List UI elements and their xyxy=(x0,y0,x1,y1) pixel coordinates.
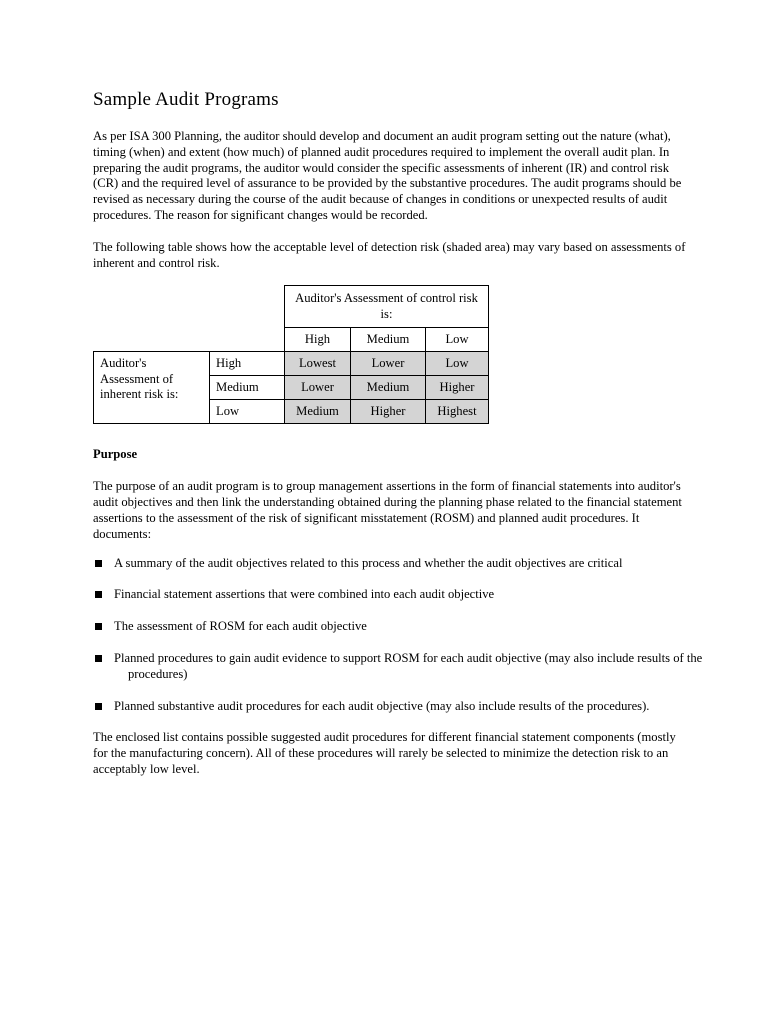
list-item-text: Planned procedures to gain audit evidence to support ROSM for each audit objective (may also include results of the procedures) xyxy=(114,650,703,681)
list-item-text: A summary of the audit objectives related to this process and whether the audit objectives are critical xyxy=(114,555,623,570)
inherent-level-high: High xyxy=(210,352,285,376)
detection-risk-table xyxy=(93,285,489,424)
table-cell: Lowest xyxy=(285,352,351,376)
control-level-low: Low xyxy=(426,328,489,352)
table-row xyxy=(94,286,489,328)
table-cell: Lower xyxy=(351,352,426,376)
bullet-square-icon xyxy=(95,655,102,662)
control-level-medium: Medium xyxy=(351,328,426,352)
closing-paragraph: The enclosed list contains possible suggested audit procedures for different financial statement components (mostly for the manufacturing concern). All of these procedures will rarely be selected to minimize the detection risk to an acceptably low level. xyxy=(93,730,676,776)
bullet-square-icon xyxy=(95,623,102,630)
list-item-text: Planned substantive audit procedures for each audit objective (may also include results of the procedures). xyxy=(114,698,650,713)
list-item xyxy=(93,699,703,715)
table-row xyxy=(94,328,489,352)
table-cell: Medium xyxy=(351,376,426,400)
table-cell: Highest xyxy=(426,400,489,424)
table-cell: Lower xyxy=(285,376,351,400)
page-title: Sample Audit Programs xyxy=(93,89,279,110)
inherent-level-medium: Medium xyxy=(210,376,285,400)
bullet-square-icon xyxy=(95,703,102,710)
table-cell: Higher xyxy=(351,400,426,424)
table-cell-blank xyxy=(94,328,210,352)
table-row xyxy=(94,352,489,376)
intro-paragraph: As per ISA 300 Planning, the auditor should develop and document an audit program setting out the nature (what), timing (when) and extent (how much) of planned audit procedures required to implement the overall audit plan. In preparing the audit programs, the auditor would consider the specific assessments of inherent (IR) and control risk (CR) and the required level of assurance to be provided by the substantive procedures. The audit programs should be revised as necessary during the course of the audit because of changes in conditions or unexpected results of audit procedures. The reason for significant changes would be recorded. xyxy=(93,129,682,222)
table-intro-paragraph: The following table shows how the acceptable level of detection risk (shaded area) may vary based on assessments of inherent and control risk. xyxy=(93,239,686,270)
table-cell-blank xyxy=(210,328,285,352)
list-item xyxy=(93,619,703,635)
table-cell: Medium xyxy=(285,400,351,424)
control-risk-header: Auditor's Assessment of control risk is: xyxy=(285,286,489,328)
list-item xyxy=(93,556,703,572)
documents-list xyxy=(93,556,703,715)
inherent-risk-header: Auditor's Assessment of inherent risk is: xyxy=(94,352,210,424)
inherent-level-low: Low xyxy=(210,400,285,424)
control-level-high: High xyxy=(285,328,351,352)
table-cell: Low xyxy=(426,352,489,376)
purpose-heading: Purpose xyxy=(93,447,138,462)
list-item-text: The assessment of ROSM for each audit objective xyxy=(114,619,367,634)
bullet-square-icon xyxy=(95,591,102,598)
list-item xyxy=(93,587,703,603)
bullet-square-icon xyxy=(95,560,102,567)
purpose-paragraph: The purpose of an audit program is to group management assertions in the form of financial statements into auditor's audit objectives and then link the understanding obtained during the planning phase related to the financial statement assertions to the assessment of the risk of significant misstatement (ROSM) and planned audit procedures. It documents: xyxy=(93,479,682,541)
table-cell-blank xyxy=(94,286,210,328)
list-item xyxy=(93,651,703,683)
table-cell: Higher xyxy=(426,376,489,400)
document-page xyxy=(93,88,703,778)
table-cell-blank xyxy=(210,286,285,328)
list-item-text: Financial statement assertions that were combined into each audit objective xyxy=(114,587,495,602)
